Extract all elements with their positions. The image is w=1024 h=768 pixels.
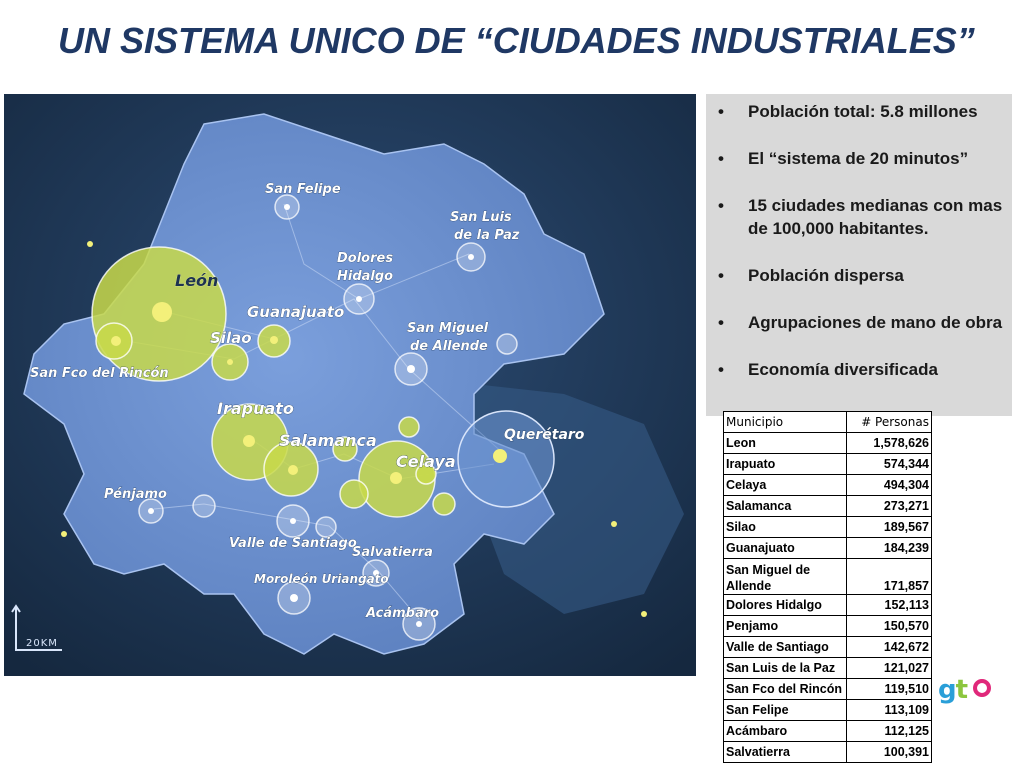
bullet-panel	[706, 94, 1012, 416]
label-guanajuato: Guanajuato	[247, 303, 345, 321]
label-salvatierra: Salvatierra	[352, 545, 433, 560]
label-dolores-1: Dolores	[337, 251, 394, 266]
population-table	[723, 411, 932, 763]
label-san-luis-1: San Luis	[450, 210, 512, 225]
label-penjamo: Pénjamo	[104, 487, 167, 502]
label-san-miguel-1: San Miguel	[407, 321, 489, 336]
label-salamanca: Salamanca	[279, 431, 377, 450]
label-san-fco: San Fco del Rincón	[30, 366, 169, 381]
table-row: Celaya 494,304	[724, 475, 932, 496]
label-acambaro: Acámbaro	[366, 606, 440, 621]
label-silao: Silao	[210, 329, 252, 347]
label-queretaro: Querétaro	[504, 427, 585, 443]
state-map	[4, 94, 696, 676]
table-row: San Luis de la Paz 121,027	[724, 658, 932, 679]
gto-logo	[936, 670, 996, 710]
label-dolores-2: Hidalgo	[337, 269, 394, 284]
table-row: Leon 1,578,626	[724, 433, 932, 454]
label-moroleon: Moroleón Uriangato	[254, 572, 389, 586]
bullet-item: • El “sistema de 20 minutos”	[718, 149, 969, 168]
label-san-miguel-2: de Allende	[410, 339, 488, 354]
label-irapuato: Irapuato	[217, 399, 294, 418]
svg-text:gt: gt	[938, 675, 968, 705]
bullet-item: • 15 ciudades medianas con mas de 100,000 habitantes.	[718, 196, 1003, 238]
label-san-luis-2: de la Paz	[454, 228, 520, 243]
table-row: Penjamo 150,570	[724, 616, 932, 637]
bullet-item: • Población total: 5.8 millones	[718, 102, 978, 121]
bullet-item: • Agrupaciones de mano de obra	[718, 313, 1003, 332]
column-header-personas: # Personas	[847, 412, 932, 433]
label-san-felipe: San Felipe	[265, 182, 341, 197]
table-row: Irapuato 574,344	[724, 454, 932, 475]
table-row: Silao 189,567	[724, 517, 932, 538]
bullet-item: • Población dispersa	[718, 266, 904, 285]
table-header-row	[724, 412, 932, 433]
table-row: San Fco del Rincón 119,510	[724, 679, 932, 700]
column-header-municipio: Municipio	[724, 412, 847, 433]
label-celaya: Celaya	[396, 452, 456, 471]
slide-title: UN SISTEMA UNICO DE “CIUDADES INDUSTRIALES”	[58, 20, 975, 61]
bullet-item: • Economía diversificada	[718, 360, 938, 379]
label-valle: Valle de Santiago	[229, 536, 357, 551]
table-row: Salamanca 273,271	[724, 496, 932, 517]
table-row: Acámbaro 112,125	[724, 721, 932, 742]
table-row: Dolores Hidalgo 152,113	[724, 595, 932, 616]
scale-label: 20KM	[26, 638, 58, 649]
table-row: Salvatierra 100,391	[724, 742, 932, 763]
label-leon: León	[175, 271, 219, 290]
table-row: San Miguel de Allende 171,857	[724, 559, 932, 595]
table-row: Guanajuato 184,239	[724, 538, 932, 559]
table-row: Valle de Santiago 142,672	[724, 637, 932, 658]
table-row: San Felipe 113,109	[724, 700, 932, 721]
